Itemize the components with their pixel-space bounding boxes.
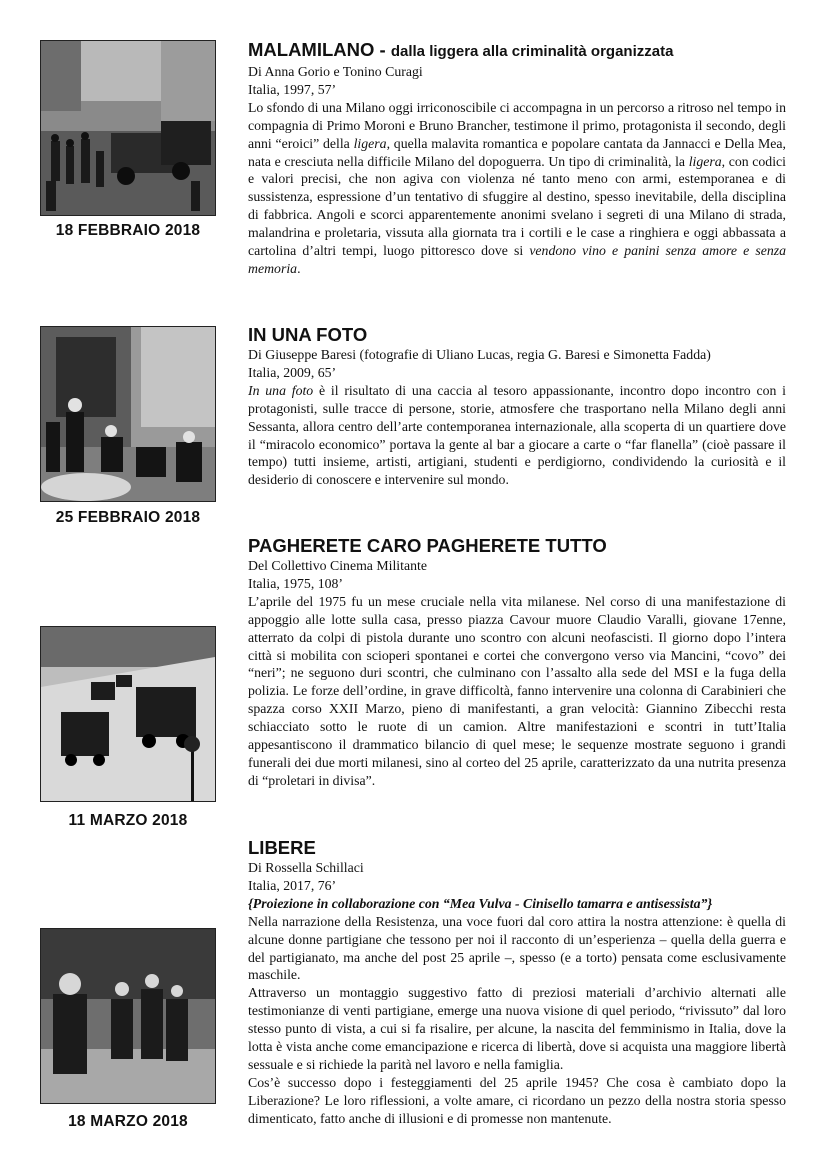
italic-text: ligera <box>353 135 387 151</box>
film-title: PAGHERETE CARO PAGHERETE TUTTO <box>248 535 607 556</box>
film-synopsis-paragraph: Attraverso un montaggio suggestivo fatto di preziosi materiali d’archivio alternati alle testimonianze di venti partigiane, emerge una nuova visione di quel periodo, “rivissuto” dal loro stesso punto di vista, a cui si fa risalire, per alcune, la nascita del femminismo in Italia, dove la lotta è vista anche come emancipazione e ricerca di libertà, dove si acquista una maggiore libertà sessuale e si richiede la parità nel lavoro e nella famiglia. <box>248 985 786 1072</box>
film-description <box>248 535 786 790</box>
screening-date: 18 FEBBRAIO 2018 <box>55 222 201 239</box>
film-still-photo <box>40 626 216 802</box>
film-description <box>248 39 786 278</box>
film-credits: Di Giuseppe Baresi (fotografie di Uliano Lucas, regia G. Baresi e Simonetta Fadda) <box>248 347 711 362</box>
film-origin: Italia, 2009, 65’ <box>248 364 337 380</box>
film-title-main: MALAMILANO - <box>248 39 391 60</box>
screening-note: {Proiezione in collaborazione con “Mea Vulva - Cinisello tamarra e antisessista”} <box>248 895 713 911</box>
text-run: è il risultato di una caccia al tesoro appassionante, incontro dopo incontro con i protagonisti, sulle tracce di persone, storie, atmosfere che trasportano nella Milano degli anni Sessanta, allora centro dell’arte contemporanea internazionale, alla scoperta di un quartiere dove il “miracolo economico” portava la gente al bar a giocare a carte o “far flanella” (cioè passare il tempo) tutti insieme, artisti, artigiani, studenti e perdigiorno, condividendo la curiosità e il desiderio di conoscere e intervenire sul mondo. <box>248 382 786 488</box>
film-description <box>248 837 786 1128</box>
text-run: L’aprile del 1975 fu un mese cruciale nella vita milanese. Nel corso di una manifestazione di appoggio alle lotte sulla casa, presso piazza Cavour muore Claudio Varalli, giovane 17enne, atterrato da colpi di pistola durante uno scontro con alcuni neofascisti. Il giorno dopo l’intera città si mobilita con scioperi spontanei e cortei che convergono verso via Mancini, “covo” dei “neri”; ne seguono duri scontri, che culminano con l’assalto alla sede del MSI e la fuga della polizia. Le forze dell’ordine, in grave difficoltà, fanno intervenire una colonna di Carabinieri che spazza corso XXII Marzo, pieno di manifestanti, a gran velocità: Giannino Zibecchi resta schiacciato sotto le ruote di un camion. Altre manifestazioni e scontri in tutt’Italia appesantiscono il drammatico bilancio di quel mese; le sequenze mostrate seguono i grandi funerali dei due morti milanesi, sino al corteo del 25 aprile, caratterizzato da una nutrita presenza di “proletari in divisa”. <box>248 593 786 788</box>
screening-date: 25 FEBBRAIO 2018 <box>55 509 201 526</box>
film-origin: Italia, 1997, 57’ <box>248 81 337 97</box>
film-title <box>248 39 786 63</box>
film-credits: Di Anna Gorio e Tonino Curagi <box>248 64 423 79</box>
film-synopsis <box>248 382 786 489</box>
film-credits: Di Rossella Schillaci <box>248 860 364 875</box>
film-title: LIBERE <box>248 837 316 858</box>
italic-text: In una foto <box>248 382 314 398</box>
film-synopsis-paragraph: Cos’è successo dopo i festeggiamenti del 25 aprile 1945? Che cosa è cambiato dopo la Liberazione? Le loro riflessioni, a volte amare, ci ricordano un pezzo della nostra storia spesso dimenticato, fatto anche di illusioni e di promesse non mantenute. <box>248 1074 786 1126</box>
film-title: IN UNA FOTO <box>248 324 368 345</box>
film-title-subtitle: dalla liggera alla criminalità organizzata <box>390 43 674 60</box>
film-synopsis-paragraph: Nella narrazione della Resistenza, una voce fuori dal coro attira la nostra attenzione: è quella di alcune donne partigiane che tessono per noi il racconto di un’esperienza – quella della guerra e del partigianato, ma anche del post 25 aprile –, spesso (e a torto) pensata come esclusivamente maschile. <box>248 913 786 983</box>
film-origin: Italia, 1975, 108’ <box>248 575 344 591</box>
film-still-photo <box>40 928 216 1104</box>
text-run: , quella malavita romantica e popolare cantata da Jannacci e Della Mea, nata e cresciuta nella difficile Milano del dopoguerra. Un tipo di criminalità, la <box>248 135 786 169</box>
film-description <box>248 324 786 489</box>
film-synopsis <box>248 593 786 790</box>
film-still-photo <box>40 326 216 502</box>
film-credits: Del Collettivo Cinema Militante <box>248 558 427 573</box>
film-synopsis <box>248 99 786 278</box>
text-run: , con codici e valori precisi, che non agiva con violenza né tanto meno con armi, estemporanea e di sussistenza, espressione d’un tentativo di sfuggire al destino, spesso inevitabile, della disciplina di fabbrica. Angoli e scorci apparentemente anonimi svelano i segreti di una Milano di strada, malandrina e proletaria, vissuta alla giornata tra i cortili e le case a ringhiera e oggi abbassata a cartolina d’altri tempi, luogo pittoresco dove si <box>248 153 786 259</box>
film-still-photo <box>40 40 216 216</box>
text-run: Lo sfondo di una Milano oggi irriconoscibile ci accompagna in un percorso a ritroso nel tempo in compagnia di Primo Moroni e Bruno Brancher, testimone il primo, protagonista il secondo, degli anni “eroici” della <box>248 99 786 151</box>
screening-date: 11 MARZO 2018 <box>68 812 188 829</box>
screening-date: 18 MARZO 2018 <box>68 1113 188 1130</box>
italic-text: ligera <box>688 153 722 169</box>
film-origin: Italia, 2017, 76’ <box>248 877 337 893</box>
text-run: . <box>297 260 301 276</box>
italic-text: vendono vino e panini senza amore e senza memoria <box>248 243 786 276</box>
